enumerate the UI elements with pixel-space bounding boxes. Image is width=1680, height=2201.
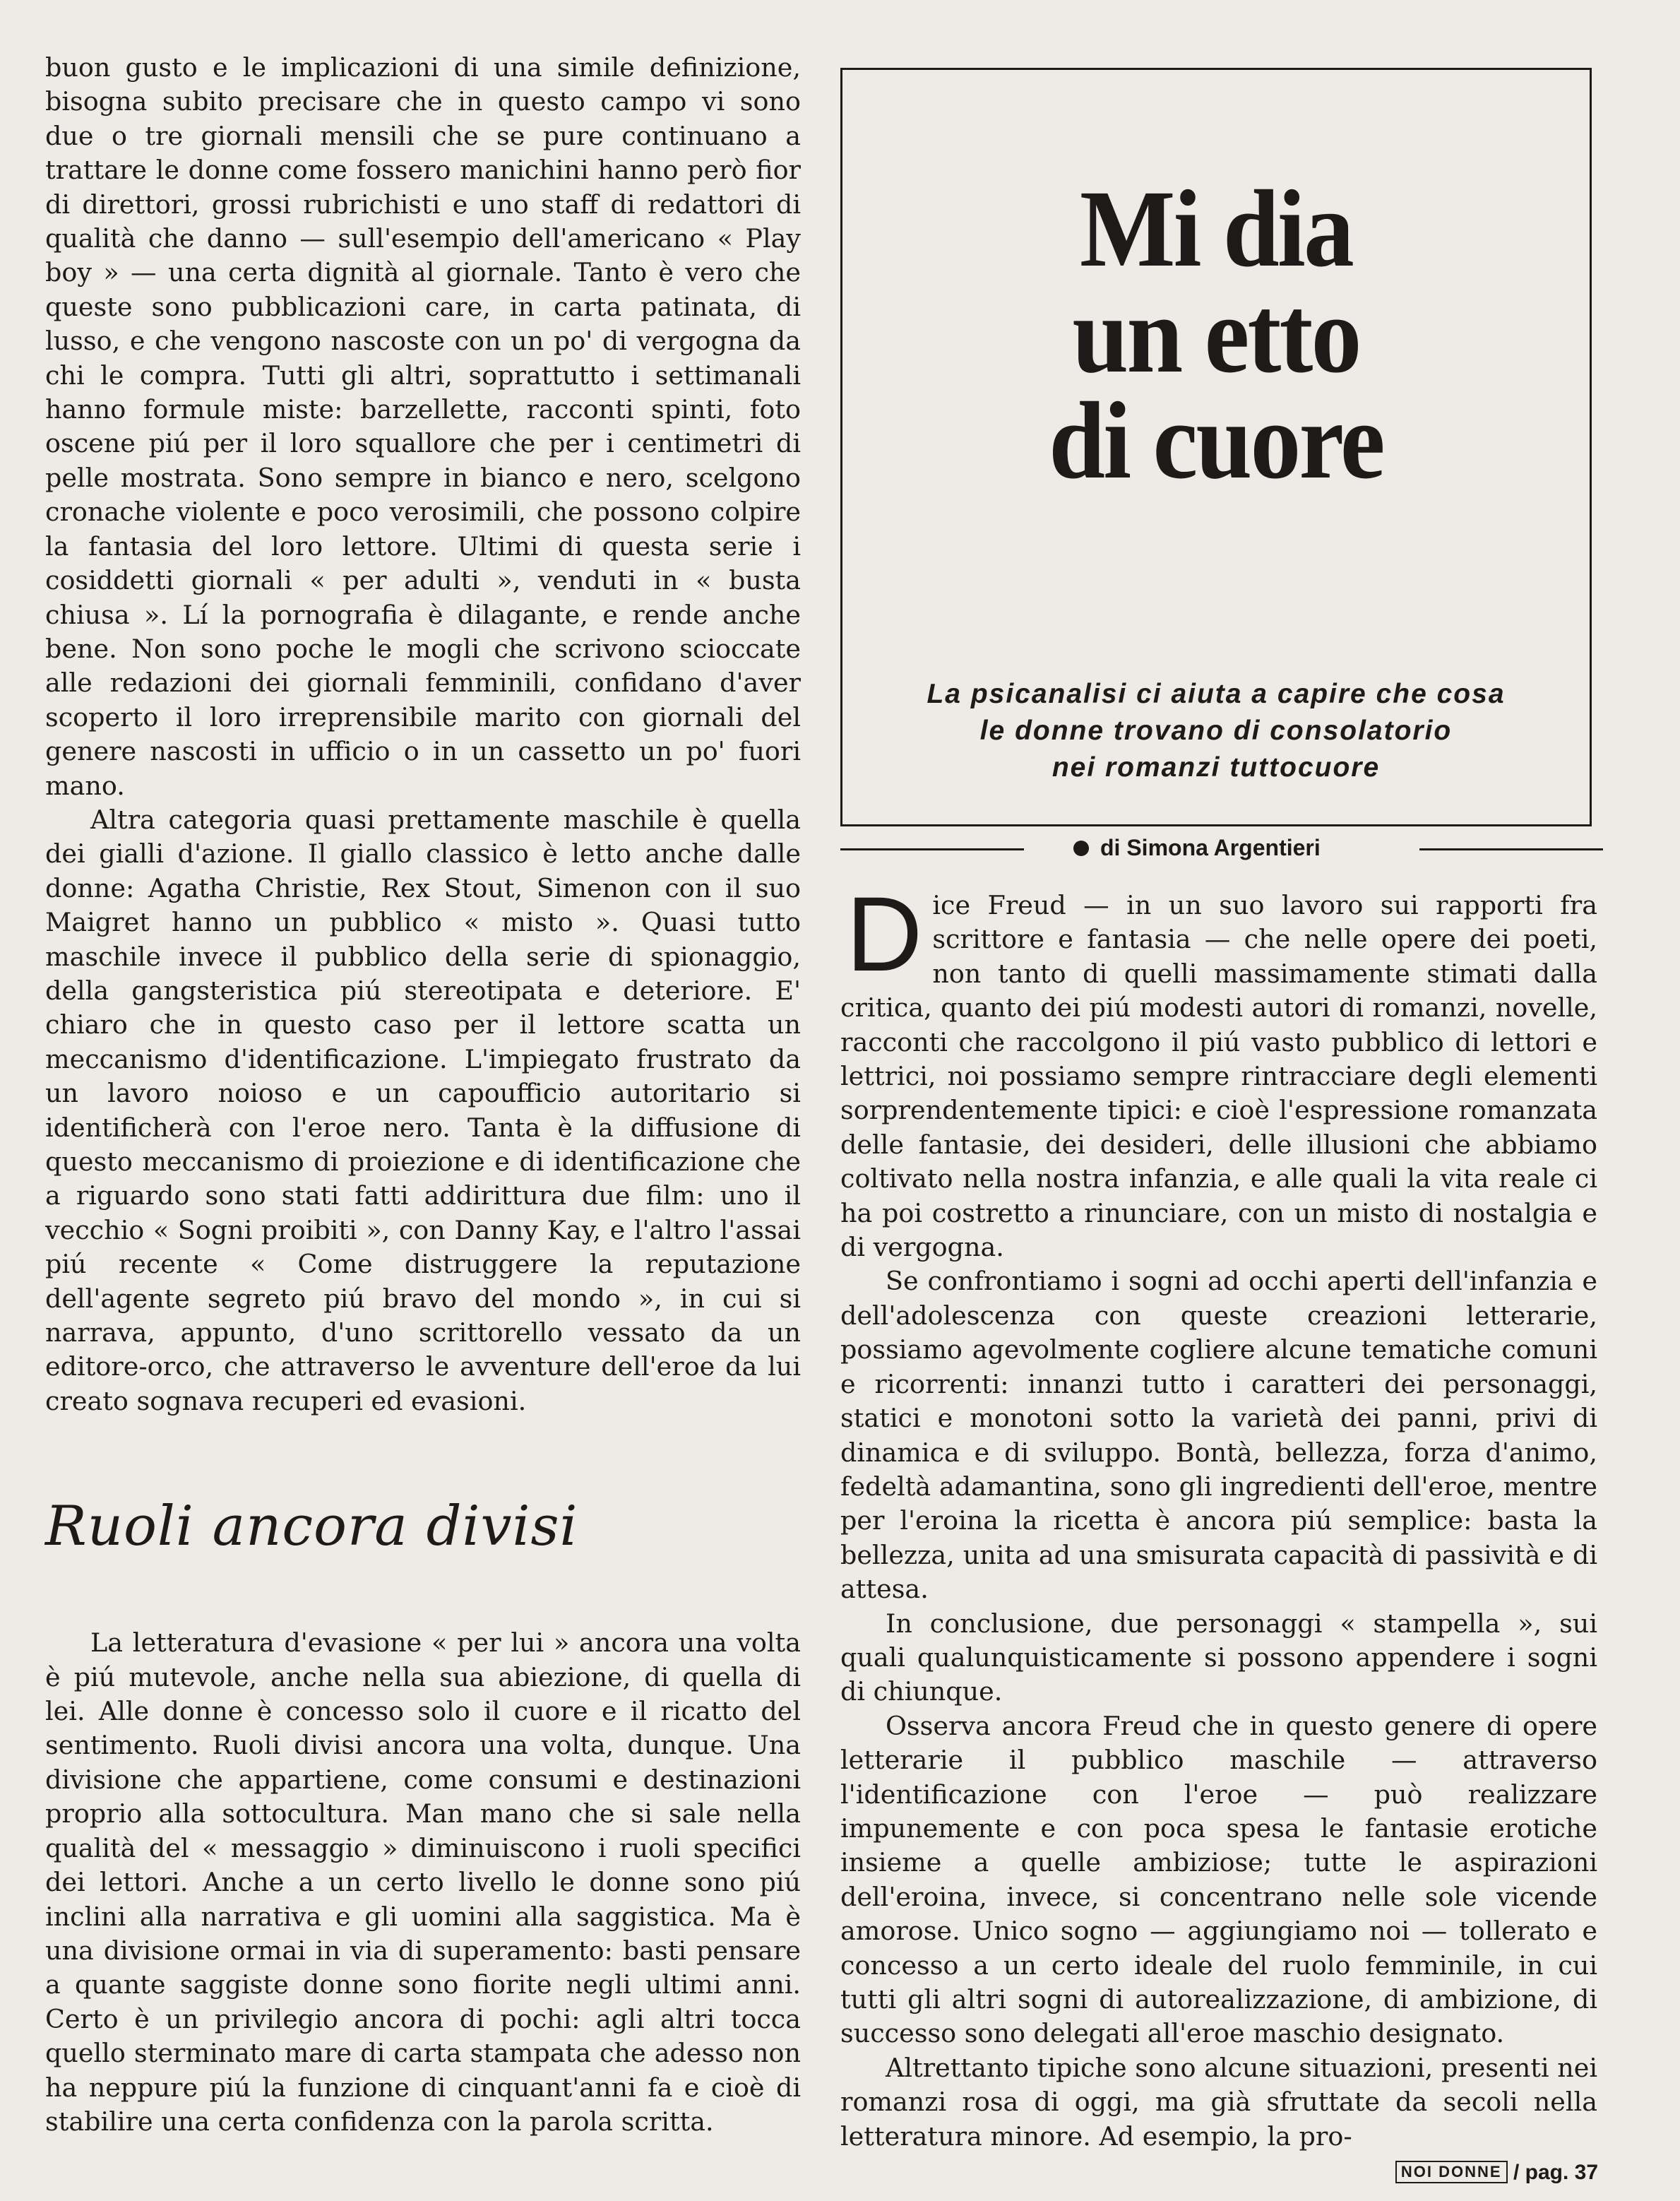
right-column	[840, 874, 1597, 2154]
article-title-line-3: di cuore	[1049, 379, 1383, 502]
byline-text: di Simona Argentieri	[1100, 835, 1321, 860]
page-footer	[1395, 2160, 1598, 2185]
left-paragraph-3: La letteratura d'evasione « per lui » ancora una volta è piú mutevole, anche nella sua abiezione, di quella di lei. Alle donne è concesso solo il cuore e il ricatto del sentimento. Ruoli divisi ancora una volta, dunque. Una divisione che appartiene, come consumi e destinazioni proprio alla sottocultura. Man mano che si sale nella qualità del « messaggio » diminuiscono i ruoli specifici dei lettori. Anche a un certo livello le donne sono piú inclini alla narrativa e gli uomini alla saggistica. Ma è una divisione ormai in via di superamento: basti pensare a quante saggiste donne sono fiorite negli ultimi anni. Certo è un privilegio ancora di pochi: agli altri tocca quello sterminato mare di carta stampata che adesso non ha neppure piú la funzione di cinquant'anni fa e cioè di stabilire una certa confidenza con la parola scritta.	[45, 1627, 801, 2137]
right-paragraph-5: Altrettanto tipiche sono alcune situazioni, presenti nei romanzi rosa di oggi, ma già sfruttate da secoli nella letteratura minore. Ad esempio, la pro-	[840, 2052, 1597, 2152]
page-number: pag. 37	[1525, 2161, 1598, 2184]
left-paragraph-1: buon gusto e le implicazioni di una simile definizione, bisogna subito precisare che in questo campo vi sono due o tre giornali mensili che se pure continuano a trattare le donne come fossero manichini hanno però fior di direttori, grossi rubrichisti e uno staff di redattori di qualità che danno — sull'esempio dell'americano « Play boy » — una certa dignità al giornale. Tanto è vero che queste sono pubblicazioni care, in carta patinata, di lusso, e che vengono nascoste con un po' di vergogna da chi le compra. Tutti gli altri, soprattutto i settimanali hanno formule miste: barzellette, racconti spinti, foto oscene piú per il loro squallore che per i centimetri di pelle mostrata. Sono sempre in bianco e nero, scelgono cronache violente e poco verosimili, che possono colpire la fantasia del loro lettore. Ultimi di questa serie i cosiddetti giornali « per adulti », venduti in « busta chiusa ». Lí la pornografia è dilagante, e rende anche bene. Non sono poche le mogli che scrivono scioccate alle redazioni dei giornali femminili, confidano d'aver scoperto il loro irreprensibile marito con giornali del genere nascosti in ufficio o in un cassetto un po' fuori mano.	[45, 52, 801, 801]
deck-line-3: nei romanzi tuttocuore	[1052, 752, 1381, 783]
section-subheading: Ruoli ancora divisi	[45, 1495, 578, 1559]
article-title	[872, 167, 1559, 502]
right-paragraph-1	[840, 874, 1597, 1264]
right-paragraph-3: In conclusione, due personaggi « stampella », sui quali qualunquisticamente si possono appendere i sogni di chiunque.	[840, 1608, 1597, 1707]
article-deck	[842, 676, 1590, 786]
title-box	[840, 68, 1592, 826]
byline-rule-left	[840, 848, 1024, 850]
article-title-line-2: un etto	[1072, 273, 1360, 396]
right-paragraph-4: Osserva ancora Freud che in questo genere di opere letterarie il pubblico maschile — attraverso l'identificazione con l'eroe — può realizzare impunemente e con poca spesa le fantasie erotiche insieme a quelle ambiziose; tutte le aspirazioni dell'eroina, invece, si concentrano nelle sole vicende amorose. Unico sogno — aggiungiamo noi — tollerato e concesso a un certo ideale del ruolo femminile, in cui tutti gli altri sogni di autorealizzazione, di ambizione, di successo sono delegati all'eroe maschio designato.	[840, 1710, 1597, 2049]
magazine-logo: NOI DONNE	[1395, 2161, 1508, 2183]
left-column	[45, 51, 801, 2139]
bullet-icon	[1073, 841, 1089, 856]
deck-line-2: le donne trovano di consolatorio	[979, 716, 1453, 746]
deck-line-1: La psicanalisi ci aiuta a capire che cosa	[927, 679, 1506, 709]
byline-rule-right	[1419, 848, 1603, 850]
article-title-line-1: Mi dia	[1079, 167, 1353, 290]
right-paragraph-2: Se confrontiamo i sogni ad occhi aperti dell'infanzia e dell'adolescenza con queste creazioni letterarie, possiamo agevolmente cogliere alcune tematiche comuni e ricorrenti: innanzi tutto i caratteri dei personaggi, statici e monotoni sotto la varietà dei panni, privi di dinamica e di sviluppo. Bontà, bellezza, forza d'animo, fedeltà adamantina, sono gli ingredienti dell'eroe, mentre per l'eroina la ricetta è ancora piú semplice: basta la bellezza, unita ad una smisurata capacità di passività e di attesa.	[840, 1266, 1597, 1605]
byline	[1073, 833, 1321, 862]
footer-separator: /	[1513, 2161, 1520, 2184]
left-paragraph-2: Altra categoria quasi prettamente maschile è quella dei gialli d'azione. Il giallo classico è letto anche dalle donne: Agatha Christie, Rex Stout, Simenon con il suo Maigret hanno un pubblico « misto ». Quasi tutto maschile invece il pubblico della serie di spionaggio, della gangsteristica piú stereotipata e deteriore. E' chiaro che in questo caso per il lettore scatta un meccanismo d'identificazione. L'impiegato frustrato da un lavoro noioso e un capoufficio autoritario si identificherà con l'eroe nero. Tanta è la diffusione di questo meccanismo di proiezione e di identificazione che a riguardo sono stati fatti addirittura due film: uno il vecchio « Sogni proibiti », con Danny Kay, e l'altro l'assai piú recente « Come distruggere la reputazione dell'agente segreto piú bravo del mondo », in cui si narrava, appunto, d'uno scrittorello vessato da un editore-orco, che attraverso le avventure dell'eroe da lui creato sognava recuperi ed evasioni.	[45, 804, 801, 1416]
right-paragraph-1-text: ice Freud — in un suo lavoro sui rapporti fra scrittore e fantasia — che nelle opere dei poeti, non tanto di quelli massimamente stimati dalla critica, quanto dei piú modesti autori di romanzi, novelle, racconti che raccolgono il piú vasto pubblico di lettori e lettrici, noi possiamo sempre rintracciare degli elementi sorprendentemente tipici: e cioè l'espressione romanzata delle fantasie, dei desideri, delle illusioni che abbiamo coltivato nella nostra infanzia, e alle quali la vita reale ci ha poi costretto a rinunciare, con un misto di nostalgia e di vergogna.	[840, 890, 1597, 1263]
drop-cap: D	[846, 874, 923, 993]
byline-row	[840, 833, 1603, 862]
